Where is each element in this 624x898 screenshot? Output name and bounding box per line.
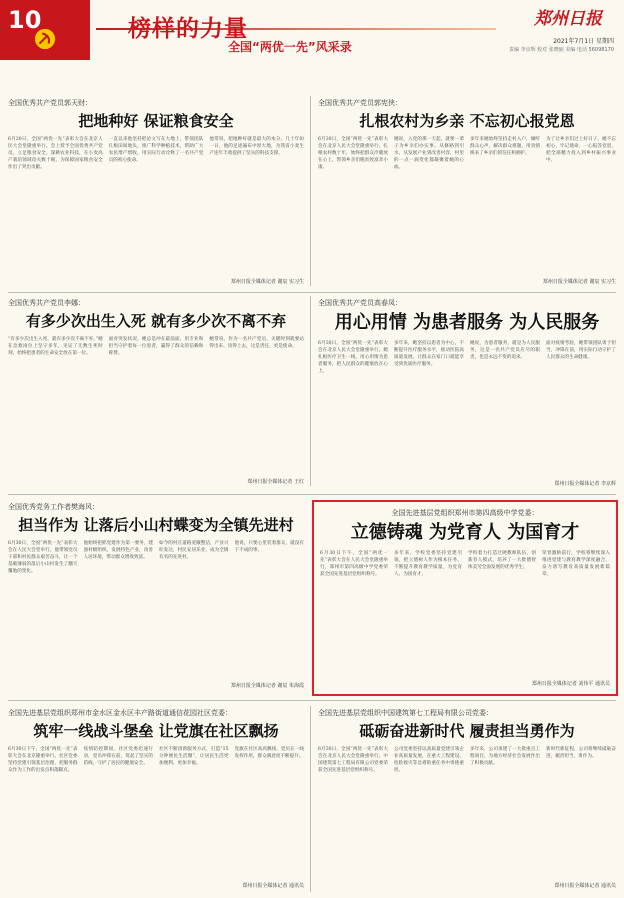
article-kicker: 全国优秀共产党员高春凤： <box>318 299 402 307</box>
row-divider <box>8 292 616 293</box>
article-column: 6月30日，全国“两优一先”表彰大会在人民大会堂举行。他带领党员干部和村民群众艰苦奋斗，让一个基础薄弱的落后小山村发生了翻天覆地的变化。 <box>8 541 78 574</box>
article-guo-tiancai <box>8 98 304 288</box>
page-number-box <box>0 0 90 60</box>
article-column: 公司党委坚持以高质量党建引领企业高质量发展，在重大工程建设、抢险救灾等急难险重任务中勇挑重担。 <box>394 747 464 773</box>
band-subtitle: 全国“两优一先”风采录 <box>228 40 352 54</box>
article-headline: 立德铸魂 为党育人 为国育才 <box>350 522 580 543</box>
row-divider <box>8 700 616 701</box>
article-column: 她说，入党的那一天起，就要一辈子为乡亲们办实事。从修路到引水，从发展产业到改善村容，村里的一点一滴变化都凝聚着她的心血。 <box>394 137 464 170</box>
article-column: 疫情防控期间，社区党委迅速行动，党员冲锋在前，筑起了坚实的防线，守护了居民的健康安全。 <box>83 747 153 766</box>
article-headline: 有多少次出生入死 就有多少次不离不弃 <box>25 312 287 330</box>
article-tongxin-garden-community <box>8 708 304 892</box>
article-zhengzhou-no4-high-school <box>312 500 618 696</box>
article-column: 一直以来他坚持把论文写在大地上，带领团队扎根田间地头，推广科学种植技术，帮助广大农民增产增收，用实际行动诠释了一名共产党员的初心使命。 <box>108 137 204 163</box>
article-china-construction-seventh <box>318 708 616 892</box>
article-kicker: 全国优秀共产党员郭天财： <box>8 99 92 107</box>
article-headline: 用心用情 为患者服务 为人民服务 <box>334 312 600 333</box>
article-headline: 扎根农村为乡亲 不忘初心报党恩 <box>359 112 575 130</box>
party-emblem-icon <box>34 28 56 50</box>
article-fan-haifeng <box>8 502 304 692</box>
article-column: 新时代新征程，公司将继续砥砺奋进，履责担当，勇作为。 <box>546 747 616 759</box>
article-column: 6月30日，全国“两优一先”表彰大会在北京人民大会堂隆重举行。中国建筑第七工程局有限公司党委荣获全国先进基层党组织称号。 <box>318 747 388 773</box>
article-byline: 郑州日报全媒体记者 刘伟平 通讯员 <box>531 680 610 687</box>
article-column: 为了让乡亲们过上好日子，她不忘初心，牢记使命，一心报答党恩，把全部精力投入到乡村振兴事业中。 <box>546 137 616 163</box>
article-column: 面对突发状况，她总是冲在最前面，用专业和担当守护着每一位患者，赢得了群众的信赖和称赞。 <box>108 337 204 356</box>
article-column: 多年来她始终坚持走村入户，倾听群众心声，解决群众难题，用真情换来了乡亲们的信任和拥护。 <box>470 137 540 156</box>
article-column: 6月30日，全国“两优一先”表彰大会在北京人民大会堂隆重举行。扎根农村数十年，始终把群众冷暖放在心上，带领乡亲们脱贫致富奔小康。 <box>318 137 388 170</box>
article-byline: 郑州日报全媒体记者 王红 <box>247 479 304 485</box>
masthead <box>0 0 624 62</box>
article-column: 社区不断创新服务方式，打造“15分钟便民生活圈”，让居民生活更加便利、更加幸福。 <box>159 747 229 766</box>
band-title: 榜样的力量 <box>128 16 248 42</box>
article-headline: 筑牢一线战斗堡垒 让党旗在社区飘扬 <box>33 722 279 740</box>
article-column: 多年来，学校党委坚持党建引领，把立德树人作为根本任务，不断提升教育教学质量，为党育人、为国育才。 <box>394 550 462 577</box>
page-number: 10 <box>8 6 42 34</box>
article-byline: 郑州日报全媒体记者 通讯员 <box>554 883 616 889</box>
article-column: “有多少次出生入死，就有多少次不离不弃。”她在急救岗位上坚守多年，见证了无数生死时刻，始终把患者的生命安全放在第一位。 <box>8 337 103 356</box>
article-byline: 郑州日报全媒体记者 谢辰 实习生 <box>230 279 304 285</box>
article-column: 多年来，公司承建了一大批重点工程项目，为地方经济社会发展作出了积极贡献。 <box>470 747 540 766</box>
article-gao-chunfeng <box>318 298 616 488</box>
article-byline: 郑州日报全媒体记者 通讯员 <box>242 883 304 889</box>
column-divider <box>310 706 311 892</box>
article-kicker: 全国优秀共产党员李娜： <box>8 299 85 307</box>
article-column: 荣誉激励前行，学校将继续深入推进党建与教育教学深度融合，奋力谱写教育高质量发展新篇章。 <box>542 550 610 577</box>
article-column: 她说，为患者服务，就是为人民服务，这是一名共产党员应尽的职责，也是永远不变的追求。 <box>470 340 540 360</box>
article-li-na <box>8 298 304 488</box>
article-column: 她常说，作为一名共产党员，关键时刻就要站得出来、顶得上去，这是责任，更是使命。 <box>209 337 305 349</box>
row-divider <box>8 494 616 495</box>
article-column: 多年来，她坚持以患者为中心，不断提升医疗服务水平，推动医院高质量发展，让群众在家门口就能享受到优质医疗服务。 <box>394 340 464 367</box>
article-kicker: 全国先进基层党组织郑州市金水区金水区丰产路街道通信花园社区党委： <box>8 709 232 717</box>
article-column: 党旗在社区高高飘扬，党员在一线发挥作用，群众满意度不断提升。 <box>234 747 304 759</box>
article-column: 6月30日下午，全国“两优一先”表彰大会在人民大会堂隆重举行，郑州市第四高级中学党委荣获全国先进基层党组织称号。 <box>320 550 388 577</box>
article-column: 他说，只要心里装着群众，就没有干不成的事。 <box>234 541 304 553</box>
column-divider <box>310 296 311 486</box>
article-headline: 担当作为 让落后小山村蝶变为全镇先进村 <box>18 516 294 534</box>
article-column: 学校着力打造过硬教师队伍，创新育人模式，培养了一大批德智体美劳全面发展的优秀学生。 <box>468 550 536 570</box>
article-kicker: 全国优秀党务工作者樊海风： <box>8 503 99 511</box>
article-headline: 砥砺奋进新时代 履责担当勇作为 <box>359 722 575 740</box>
issue-date: 2021年7月1日 星期四 <box>553 38 614 45</box>
article-headline: 把地种好 保证粮食安全 <box>78 112 234 130</box>
article-column: 面对疫情考验，她带领团队勇于担当，冲锋在前，用实际行动守护了人民群众的生命健康。 <box>546 340 616 360</box>
article-byline: 郑州日报全媒体记者 李京辉 <box>554 480 616 487</box>
article-column: 6月30日下午，全国“两优一先”表彰大会在北京隆重举行。社区党委坚持党建引领基层治理，把服务群众作为工作的出发点和落脚点。 <box>8 747 78 773</box>
article-column: 如今的村庄道路宽敞整洁，产业兴旺发达，村民安居乐业，成为全镇有名的先进村。 <box>159 541 229 560</box>
column-divider <box>310 96 311 286</box>
article-byline: 郑州日报全媒体记者 谢辰 朱海霞 <box>230 683 304 689</box>
article-kicker: 全国先进基层党组织中国建筑第七工程局有限公司党委： <box>318 709 493 717</box>
article-column: 6月30日，全国“两优一先”表彰大会在北京人民大会堂隆重举行。她扎根医疗卫生一线，用心用情为患者服务，把人民群众的健康放在心上。 <box>318 340 388 374</box>
article-byline: 郑州日报全媒体记者 谢辰 实习生 <box>542 279 616 285</box>
article-column: 6月20日，全国“两优一先”表彰大会在北京人民大会堂隆重举行。会上授予全国优秀共产党员。立足粮食安全，深耕农业科技，在小麦高产栽培领域攻关数十载，为保障国家粮食安全作出了突出贡献。 <box>8 137 103 170</box>
article-column: 他始终把抓党建作为第一要务，建强村级组织，发展特色产业，改善人居环境，带动群众增收致富。 <box>83 541 153 560</box>
article-kicker: 全国优秀共产党员郭宪侠： <box>318 99 402 107</box>
editor-info: 责编 李京辉 校对 张晓丽 美编 电话 56098170 <box>509 47 614 53</box>
article-kicker: 全国先进基层党组织郑州市第四高级中学党委： <box>391 509 539 517</box>
article-column: 他常说，把地种好就是最大的本分。几十年如一日，他的足迹遍布中原大地，为我省小麦生产连年丰收提供了坚实的科技支撑。 <box>209 137 305 156</box>
paper-logo: 郑州日报 <box>534 9 602 29</box>
article-guo-xianxia <box>318 98 616 288</box>
